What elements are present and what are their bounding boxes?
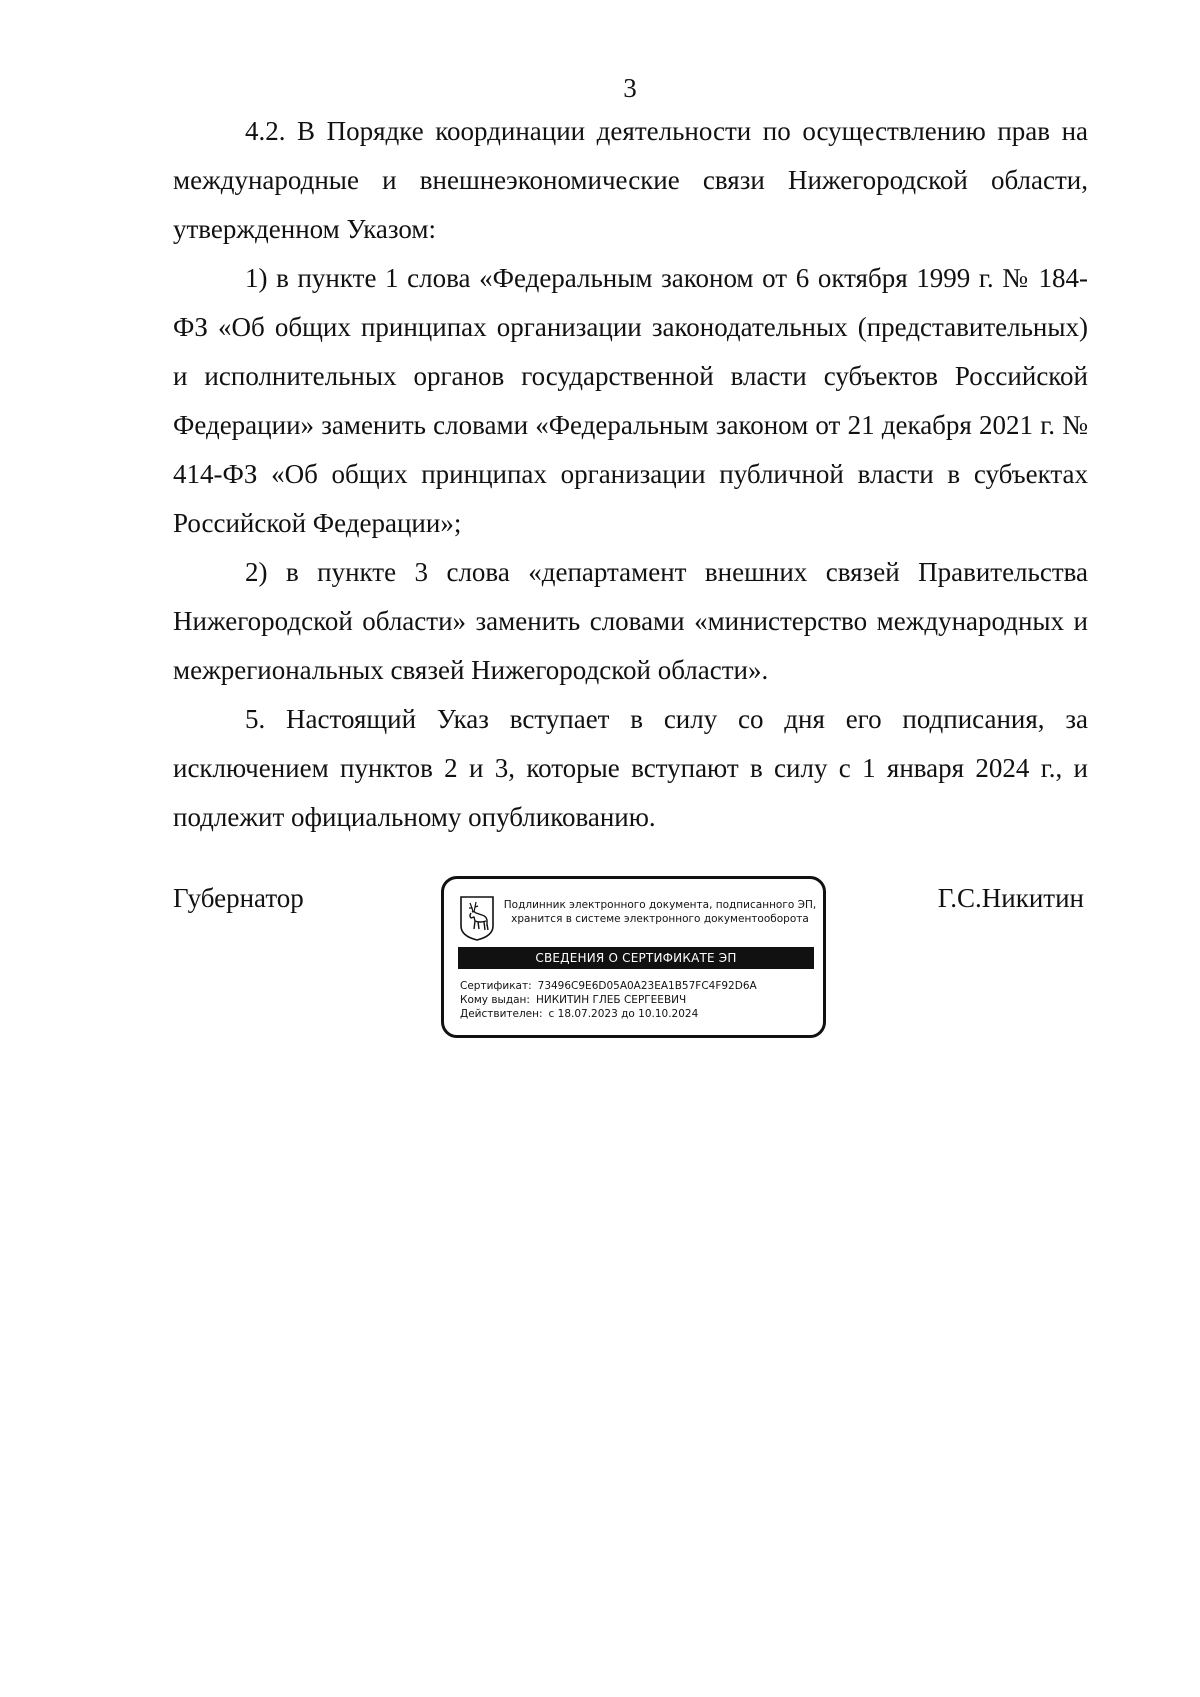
stamp-header-line-1: Подлинник электронного документа, подписанного ЭП,	[503, 899, 817, 911]
signatory-position: Губернатор	[173, 883, 304, 913]
valid-label: Действителен:	[460, 1008, 543, 1020]
nizhny-novgorod-deer-emblem-icon	[460, 896, 494, 941]
stamp-band-title: СВЕДЕНИЯ О СЕРТИФИКАТЕ ЭП	[458, 947, 814, 969]
electronic-signature-stamp	[441, 876, 826, 1038]
page-number: 3	[623, 73, 637, 103]
certificate-row	[460, 979, 816, 993]
certificate-value: 73496C9E6D05A0A23EA1B57FC4F92D6A	[537, 980, 757, 992]
paragraph-4-2: 4.2. В Порядке координации деятельности по осуществлению прав на международные и внешнеэкономические связи Нижегородской области, утвержденном Указом:	[173, 116, 1088, 244]
issued-to-row	[460, 993, 816, 1007]
valid-value: с 18.07.2023 до 10.10.2024	[548, 1008, 699, 1020]
issued-to-label: Кому выдан:	[460, 994, 530, 1006]
paragraph-subitem-1: 1) в пункте 1 слова «Федеральным законом от 6 октября 1999 г. № 184-ФЗ «Об общих принципах организации законодательных (представительных) и исполнительных органов государственной власти субъектов Российской Федерации» заменить словами «Федеральным законом от 21 декабря 2021 г. № 414-ФЗ «Об общих принципах организации публичной власти в субъектах Российской Федерации»;	[173, 263, 1088, 538]
certificate-label: Сертификат:	[460, 980, 532, 992]
signatory-name: Г.С.Никитин	[937, 883, 1084, 913]
validity-row	[460, 1007, 816, 1021]
document-body	[173, 107, 1088, 842]
stamp-header-line-2: хранится в системе электронного документооборота	[511, 913, 809, 925]
paragraph-5: 5. Настоящий Указ вступает в силу со дня его подписания, за исключением пунктов 2 и 3, которые вступают в силу с 1 января 2024 г., и подлежит официальному опубликованию.	[173, 704, 1088, 832]
stamp-header	[500, 898, 820, 926]
certificate-details	[460, 979, 816, 1021]
paragraph-subitem-2: 2) в пункте 3 слова «департамент внешних связей Правительства Нижегородской области» заменить словами «министерство международных и межрегиональных связей Нижегородской области».	[173, 557, 1088, 685]
issued-to-value: НИКИТИН ГЛЕБ СЕРГЕЕВИЧ	[535, 994, 687, 1006]
